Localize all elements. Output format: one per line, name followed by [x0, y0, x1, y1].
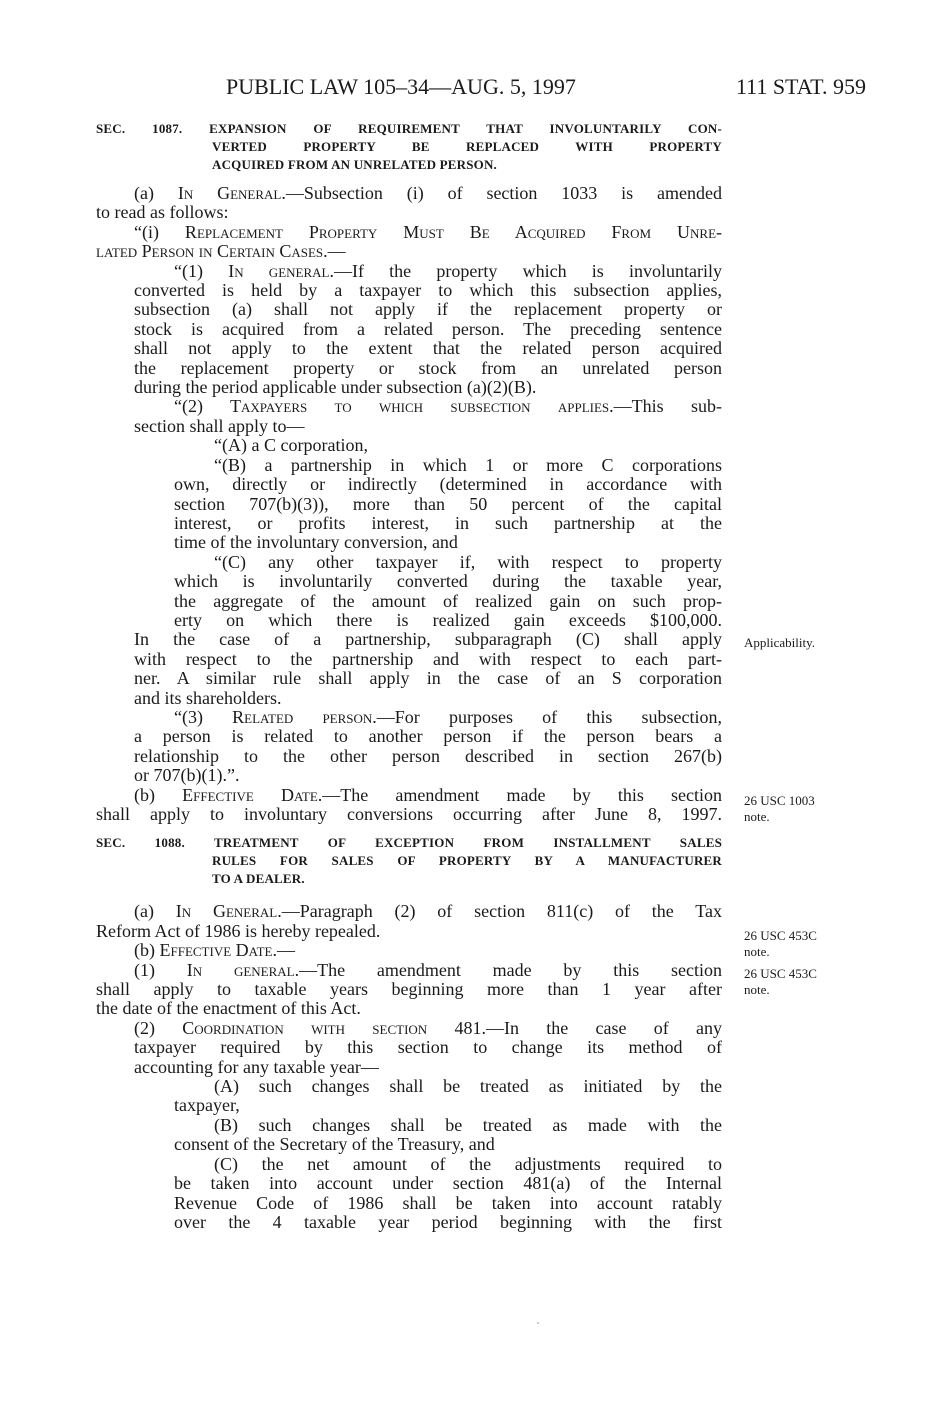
stat-page-number: 111 STAT. 959: [735, 74, 866, 99]
text-line: or 707(b)(1).”.: [134, 765, 240, 786]
text-line: accounting for any taxable year—: [134, 1056, 379, 1077]
text-line: “(C) any other taxpayer if, with respect to property: [214, 551, 722, 572]
section-1088-text: [96, 902, 722, 1232]
section-1087-heading: [96, 120, 722, 174]
text-line: stock is acquired from a related person. The preceding sentence: [134, 318, 722, 339]
margin-note-usc: 26 USC 453C note.: [744, 928, 817, 959]
heading-line: SEC. 1088. TREATMENT OF EXCEPTION FROM INSTALLMENT SALES: [96, 835, 722, 851]
text-line: during the period applicable under subsection (a)(2)(B).: [134, 377, 537, 398]
heading-line: VERTED PROPERTY BE REPLACED WITH PROPERTY: [212, 139, 722, 154]
text-line: the date of the enactment of this Act.: [96, 998, 361, 1019]
text-line: ner. A similar rule shall apply in the case of an S corporation: [134, 668, 722, 689]
text-line: to read as follows:: [96, 202, 229, 223]
text-line: over the 4 taxable year period beginning with the first: [174, 1211, 722, 1232]
text-line: section shall apply to—: [134, 415, 305, 436]
page-body: [96, 120, 722, 1232]
heading-line: RULES FOR SALES OF PROPERTY BY A MANUFACTURER: [212, 853, 722, 869]
text-line: Revenue Code of 1986 shall be taken into account ratably: [174, 1192, 722, 1213]
text-line: “(3) Related person.—For purposes of this subsection,: [174, 706, 722, 727]
heading-line: ACQUIRED FROM AN UNRELATED PERSON.: [212, 157, 497, 172]
text-line: (a) In General.—Paragraph (2) of section 811(c) of the Tax: [134, 901, 722, 922]
heading-line: SEC. 1087. EXPANSION OF REQUIREMENT THAT INVOLUNTARILY CON-: [96, 121, 722, 136]
section-1088-heading: [96, 834, 722, 888]
text-line: consent of the Secretary of the Treasury, and: [174, 1134, 495, 1155]
text-line: (a) In General.—Subsection (i) of section 1033 is amended: [134, 183, 722, 203]
text-line: “(i) Replacement Property Must Be Acquired From Unre-: [134, 221, 723, 242]
text-line: the replacement property or stock from an unrelated person: [134, 357, 722, 378]
scan-speck: [537, 1322, 539, 1324]
text-line: with respect to the partnership and with respect to each part-: [134, 648, 722, 669]
text-line: lated Person in Certain Cases.—: [96, 241, 346, 262]
text-line: which is involuntarily converted during the taxable year,: [174, 571, 722, 592]
text-line: In the case of a partnership, subparagraph (C) shall apply: [134, 629, 722, 650]
public-law-title: PUBLIC LAW 105–34—AUG. 5, 1997: [226, 74, 576, 99]
text-line: erty on which there is realized gain exceeds $100,000.: [174, 609, 722, 630]
text-line: (b) Effective Date.—The amendment made by this section: [134, 784, 722, 805]
text-line: interest, or profits interest, in such partnership at the: [174, 512, 722, 533]
margin-note-usc: 26 USC 1003 note.: [744, 793, 815, 824]
heading-line: TO A DEALER.: [212, 871, 305, 887]
text-line: shall apply to involuntary conversions occurring after June 8, 1997.: [96, 804, 722, 824]
text-line: (1) In general.—The amendment made by this section: [134, 959, 723, 980]
text-line: (b) Effective Date.—: [134, 940, 295, 961]
text-line: shall apply to taxable years beginning more than 1 year after: [96, 979, 722, 1000]
text-line: shall not apply to the extent that the related person acquired: [134, 338, 722, 359]
text-line: subsection (a) shall not apply if the replacement property or: [134, 299, 722, 320]
text-line: the aggregate of the amount of realized gain on such prop-: [174, 590, 722, 611]
text-line: section 707(b)(3)), more than 50 percent of the capital: [174, 493, 722, 514]
margin-note-applicability: Applicability.: [744, 635, 816, 650]
text-line: “(2) Taxpayers to which subsection applies.—This sub-: [174, 396, 722, 417]
text-line: be taken into account under section 481(a) of the Internal: [174, 1173, 722, 1194]
text-line: “(B) a partnership in which 1 or more C corporations: [214, 454, 722, 475]
text-line: taxpayer,: [174, 1095, 240, 1116]
text-line: and its shareholders.: [134, 687, 282, 708]
section-1087-text: [96, 184, 722, 824]
text-line: time of the involuntary conversion, and: [174, 532, 458, 553]
margin-note-usc: 26 USC 453C note.: [744, 966, 817, 997]
text-line: “(A) a C corporation,: [214, 435, 368, 456]
text-line: own, directly or indirectly (determined in accordance with: [174, 474, 722, 495]
text-line: relationship to the other person described in section 267(b): [134, 745, 722, 766]
text-line: converted is held by a taxpayer to which this subsection applies,: [134, 280, 722, 301]
text-line: (2) Coordination with section 481.—In the case of any: [134, 1017, 722, 1038]
text-line: taxpayer required by this section to change its method of: [134, 1037, 722, 1058]
text-line: (B) such changes shall be treated as made with the: [214, 1114, 722, 1135]
text-line: Reform Act of 1986 is hereby repealed.: [96, 920, 381, 941]
text-line: a person is related to another person if the person bears a: [134, 726, 722, 747]
text-line: (C) the net amount of the adjustments required to: [214, 1153, 722, 1174]
text-line: “(1) In general.—If the property which is involuntarily: [174, 260, 722, 281]
text-line: (A) such changes shall be treated as initiated by the: [214, 1076, 722, 1097]
